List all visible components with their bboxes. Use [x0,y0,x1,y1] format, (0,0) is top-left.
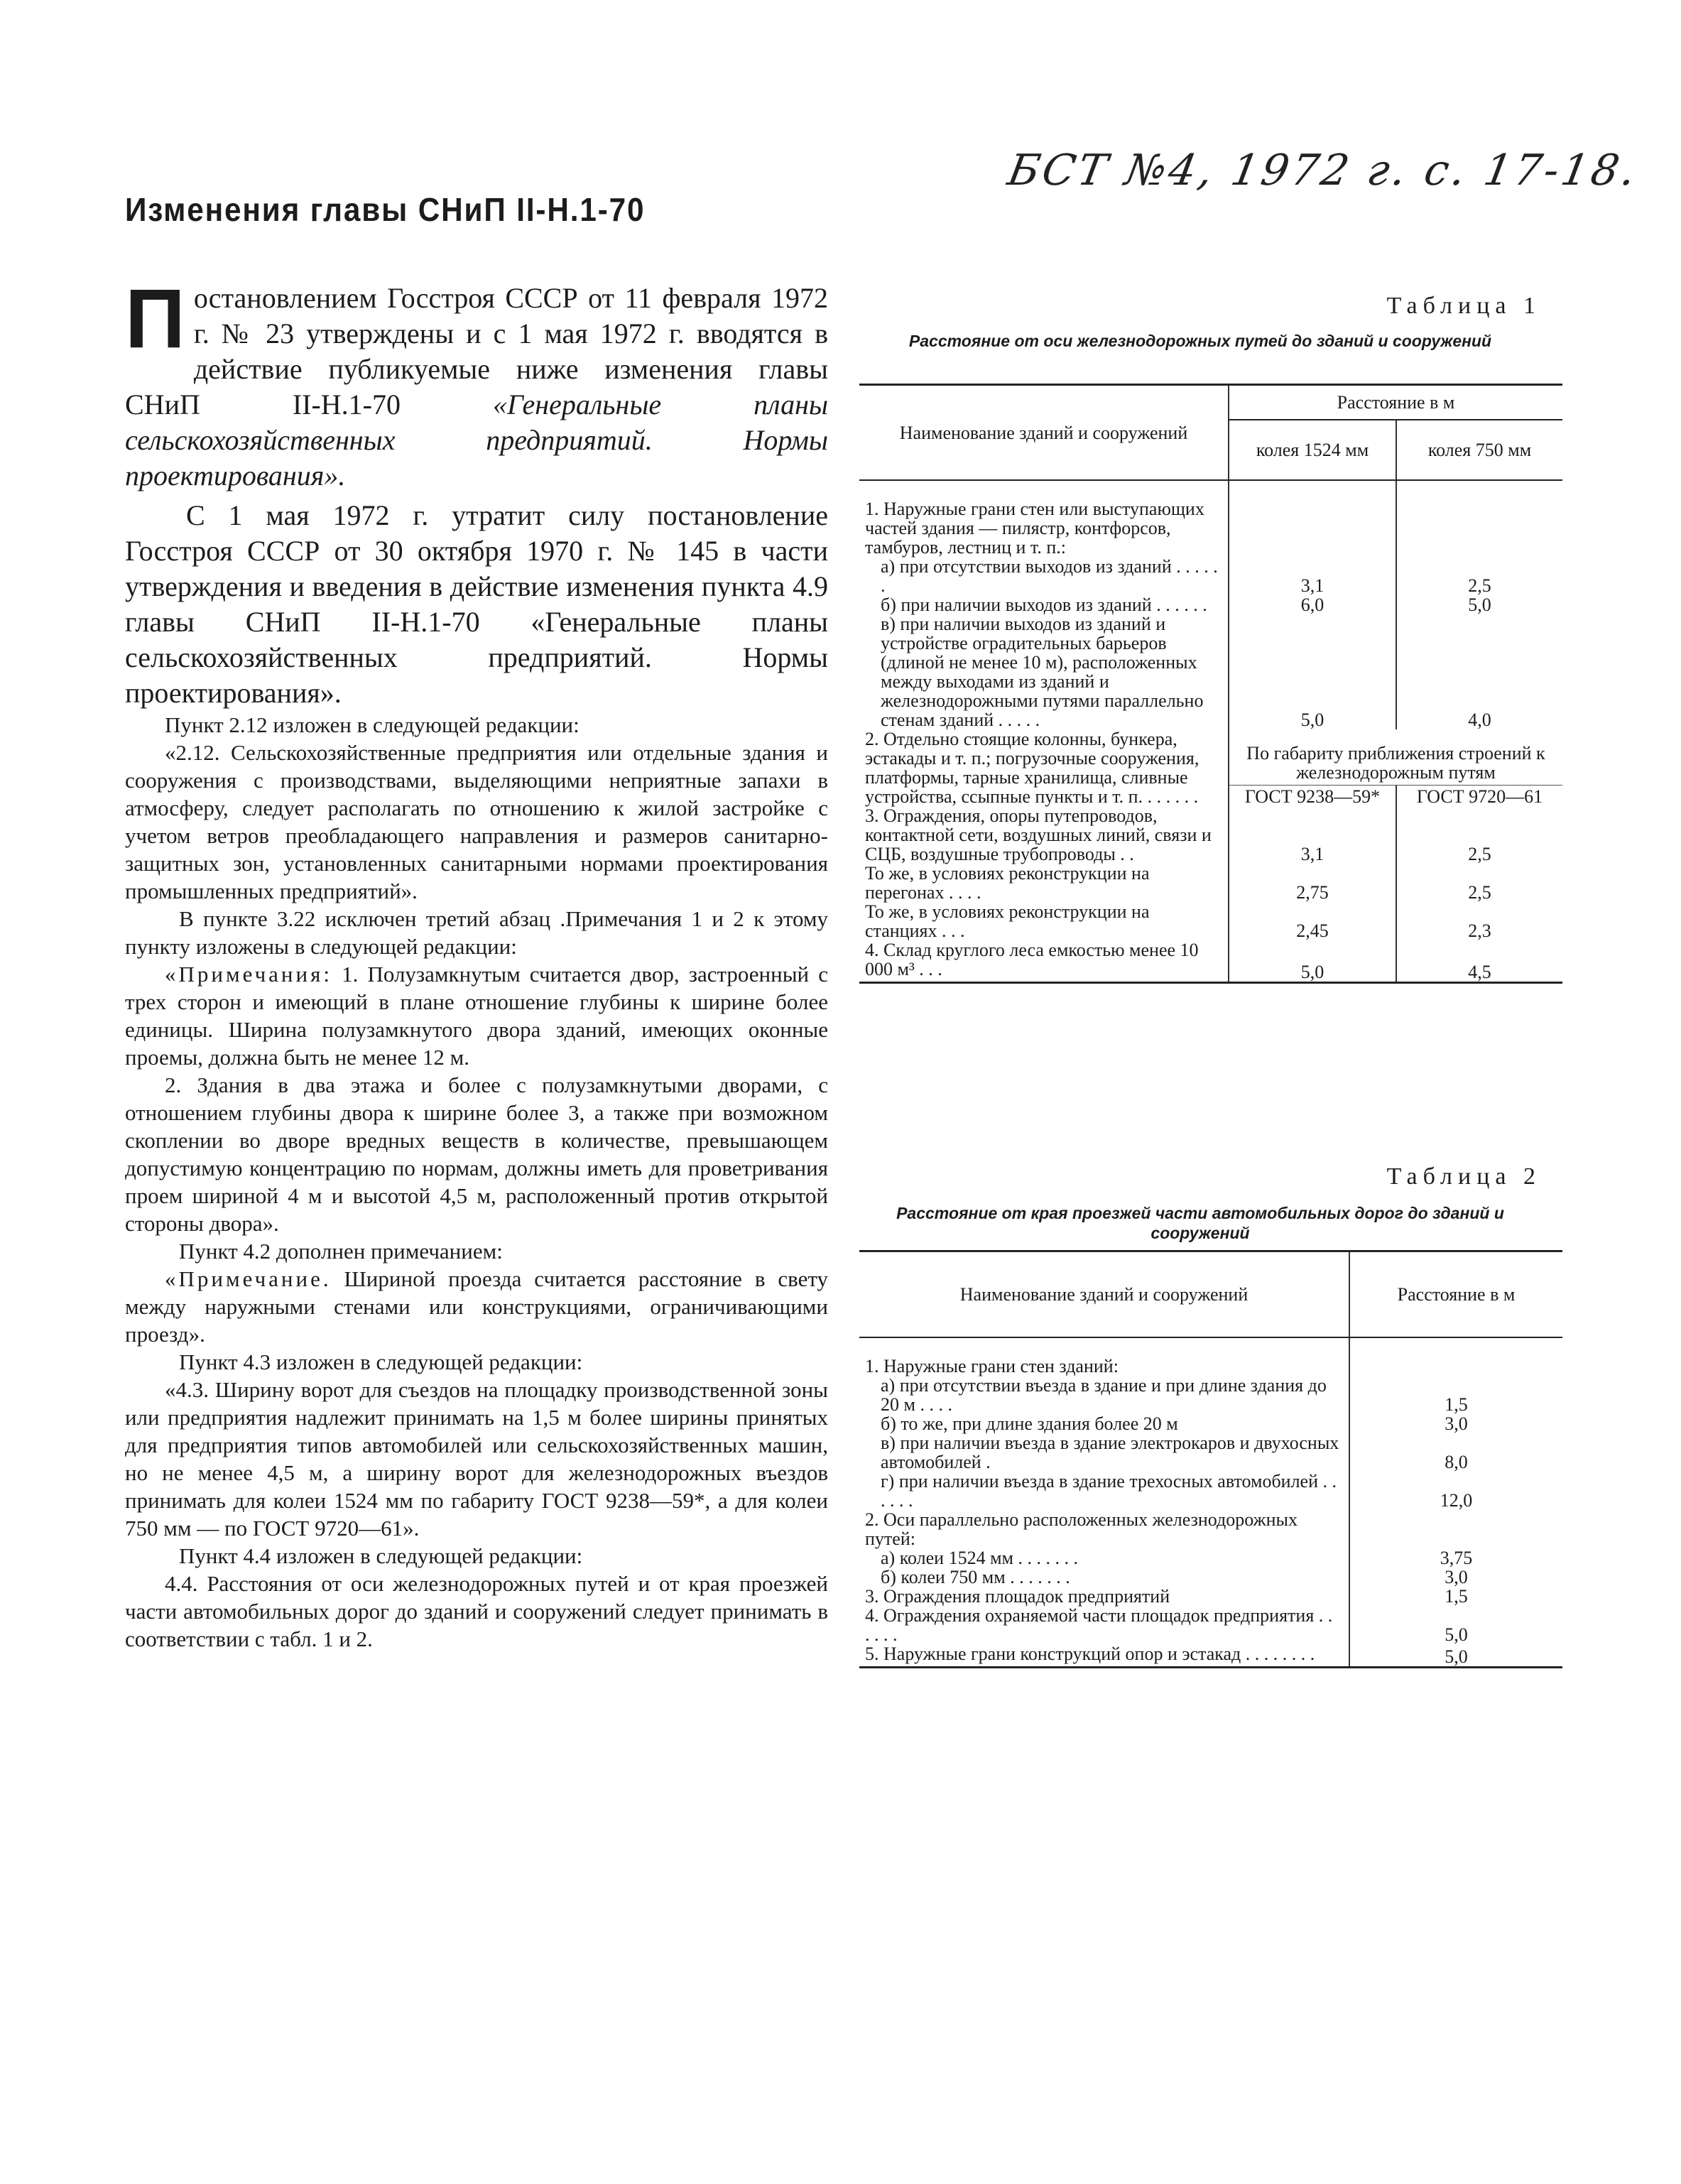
table2-r1d: г) при наличии въезда в здание трехосных автомобилей . . . . . . [881,1471,1337,1511]
table2-r4-v: 5,0 [1349,1606,1562,1644]
table2-r1b: б) то же, при длине здания более 20 м [881,1413,1178,1434]
table1-r1b-v2: 5,0 [1396,595,1562,614]
table2-r1c: в) при наличии въезда в здание электрокаров и двухосных автомобилей . [881,1433,1339,1472]
table1-r3b-v1: 2,45 [1229,902,1396,940]
table1-r4: 4. Склад круглого леса емкостью менее 10 000 м³ . . . [865,940,1199,979]
intro-paragraph-2: С 1 мая 1972 г. утратит силу постановление Госстроя СССР от 30 октября 1970 г. № 145 в части утверждения и введения в действие изменения пункта 4.9 главы СНиП II-Н.1-70 «Генеральные планы сельскохозяйственных предприятий. Нормы проектирования». [125,499,828,709]
table1-r3-v1: 3,1 [1229,806,1396,864]
handwritten-note: БСТ №4, 1972 г. с. 17-18. [1003,146,1643,195]
intro-italic: «Генеральные планы сельскохозяйственных предприятий. Нормы проектирования». [125,389,828,491]
table1-col-group: Расстояние в м [1229,385,1562,420]
table2-r5: 5. Наружные грани конструкций опор и эстакад . . . . . . . . [865,1644,1315,1664]
note-1-text: 1. Полузамкнутым считается двор, застроенный с трех сторон и имеющий в плане отношение глубины к ширине более единицы. Ширина полузамкнутого двора зданий, имеющих оконные проемы, должна быть не менее 12 м. [125,962,828,1070]
table1-r3-v2: 2,5 [1396,806,1562,864]
table1-col-b: колея 750 мм [1396,420,1562,480]
table2-r2b-v: 3,0 [1349,1568,1562,1587]
table2-r2a: а) колеи 1524 мм . . . . . . . [881,1548,1079,1568]
table1-r1c-v2: 4,0 [1396,614,1562,729]
p212-text: «2.12. Сельскохозяйственные предприятия или отдельные здания и сооружения с производствами, выделяющими неприятные запахи в атмосферу, следует располагать по отношению к жилой застройке с учетом ветров преобладающего направления и размеров санитарно-защитных зон, установленных санитарными нормами проектирования промышленных предприятий». [125,740,828,903]
table2-col-name: Наименование зданий и сооружений [859,1251,1349,1338]
table1-r3a: То же, в условиях реконструкции на перегонах . . . . [865,863,1150,903]
table1-r2-v2: ГОСТ 9720—61 [1396,786,1562,806]
table1-r1c: в) при наличии выходов из зданий и устройстве оградительных барьеров (длиной не менее 10 м), расположенных между выходами из зданий и железнодорожными путями параллельно стенам зданий . . . . . [881,614,1204,730]
table2-r2a-v: 3,75 [1349,1548,1562,1568]
page-title: Изменения главы СНиП II-Н.1-70 [125,191,646,228]
table2-r3: 3. Ограждения площадок предприятий [865,1586,1170,1607]
table1-r2-group: По габариту приближения строений к железнодорожным путям [1229,729,1562,786]
p43-intro: Пункт 4.3 изложен в следующей редакции: [179,1349,583,1374]
drop-cap: П [125,272,185,366]
table1-r1c-v1: 5,0 [1229,614,1396,729]
p212-intro: Пункт 2.12 изложен в следующей редакции: [165,712,580,737]
table1-r3: 3. Ограждения, опоры путепроводов, контактной сети, воздушных линий, связи и СЦБ, воздушные трубопроводы . . [865,805,1212,864]
intro-paragraph [125,272,828,494]
table1-r1b: б) при наличии выходов из зданий . . . . . . [881,594,1207,615]
table1-r2-v1: ГОСТ 9238—59* [1229,786,1396,806]
p44-intro: Пункт 4.4 изложен в следующей редакции: [179,1543,583,1568]
note-1 [125,960,828,1071]
table2-label: Таблица 2 [1386,1163,1541,1190]
table2-r2b: б) колеи 750 мм . . . . . . . [881,1567,1070,1587]
notes-label: «Примечания: [165,962,332,987]
table2-r1d-v: 12,0 [1349,1472,1562,1510]
table2-r4: 4. Ограждения охраняемой части площадок предприятия . . . . . . [865,1605,1333,1645]
table2-r1a-v: 1,5 [1349,1376,1562,1414]
table2-r1a: а) при отсутствии въезда в здание и при длине здания до 20 м . . . . [881,1375,1327,1415]
left-column [125,272,828,1653]
table1-r1a-v2: 2,5 [1396,557,1562,595]
table1-r1b-v1: 6,0 [1229,595,1396,614]
p43-text: «4.3. Ширину ворот для съездов на площадку производственной зоны или предприятия надлежит принимать на 1,5 м более ширины принятых для предприятия типов автомобилей или сельскохозяйственных машин, но не менее 4,5 м, а ширину ворот для железнодорожных въездов принимать для колеи 1524 мм по габариту ГОСТ 9238—59*, а для колеи 750 мм — по ГОСТ 9720—61». [125,1377,828,1541]
p42-note-text: Шириной проезда считается расстояние в свету между наружными стенами или конструкциями, ограничивающими проезд». [125,1266,828,1347]
p42-intro: Пункт 4.2 дополнен примечанием: [179,1239,503,1264]
note-label: «Примечание. [165,1266,332,1291]
table1-label: Таблица 1 [1386,293,1541,319]
table1-r1a-v1: 3,1 [1229,557,1396,595]
table1-col-name: Наименование зданий и сооружений [859,385,1229,481]
table1-r3a-v1: 2,75 [1229,864,1396,902]
note-2: 2. Здания в два этажа и более с полузамкнутыми дворами, с отношением глубины двора к ширине более 3, а также при возможном скоплении во дворе вредных веществ в количестве, превышающем допустимую концентрацию по нормам, должны иметь для проветривания проем шириной 4 м и высотой 4,5 м, расположенный против открытой стороны двора». [125,1072,828,1236]
table1-r3b-v2: 2,3 [1396,902,1562,940]
table2-caption: Расстояние от края проезжей части автомобильных дорог до зданий и сооружений [896,1204,1504,1242]
table1-r4-v1: 5,0 [1229,940,1396,983]
table1-r4-v2: 4,5 [1396,940,1562,983]
table2-r2-head: 2. Оси параллельно расположенных железнодорожных путей: [865,1509,1298,1549]
table1-r2: 2. Отдельно стоящие колонны, бункера, эстакады и т. п.; погрузочные сооружения, платформы, тарные хранилища, сливные устройства, ссыпные пункты и т. п. . . . . . . [865,729,1199,807]
table2-r3-v: 1,5 [1349,1587,1562,1606]
table2-r5-v: 5,0 [1349,1644,1562,1668]
table1-col-a: колея 1524 мм [1229,420,1396,480]
table2-col-val: Расстояние в м [1349,1251,1562,1338]
table2-r1-head: 1. Наружные грани стен зданий: [865,1356,1119,1376]
intro-text: остановлением Госстроя СССР от 11 февраля 1972 г. № 23 утверждены и с 1 мая 1972 г. вводятся в действие публикуемые ниже изменения главы СНиП II-Н.1-70 [125,282,828,420]
p44-text: 4.4. Расстояния от оси железнодорожных путей и от края проезжей части автомобильных дорог до зданий и сооружений следует принимать в соответствии с табл. 1 и 2. [125,1571,828,1651]
table2 [859,1250,1562,1668]
table1 [859,384,1562,984]
p322-intro: В пункте 3.22 исключен третий абзац .Примечания 1 и 2 к этому пункту изложены в следующей редакции: [125,906,828,959]
table2-r1b-v: 3,0 [1349,1414,1562,1433]
p42-note [125,1265,828,1348]
table1-caption: Расстояние от оси железнодорожных путей до зданий и сооружений [908,332,1492,350]
table1-r3b: То же, в условиях реконструкции на станциях . . . [865,901,1150,941]
table1-r1-head: 1. Наружные грани стен или выступающих частей здания — пилястр, контфорсов, тамбуров, лестниц и т. п.: [865,499,1204,558]
table2-r1c-v: 8,0 [1349,1433,1562,1472]
table1-r3a-v2: 2,5 [1396,864,1562,902]
table1-r1a: а) при отсутствии выходов из зданий . . . . . . [881,556,1218,596]
